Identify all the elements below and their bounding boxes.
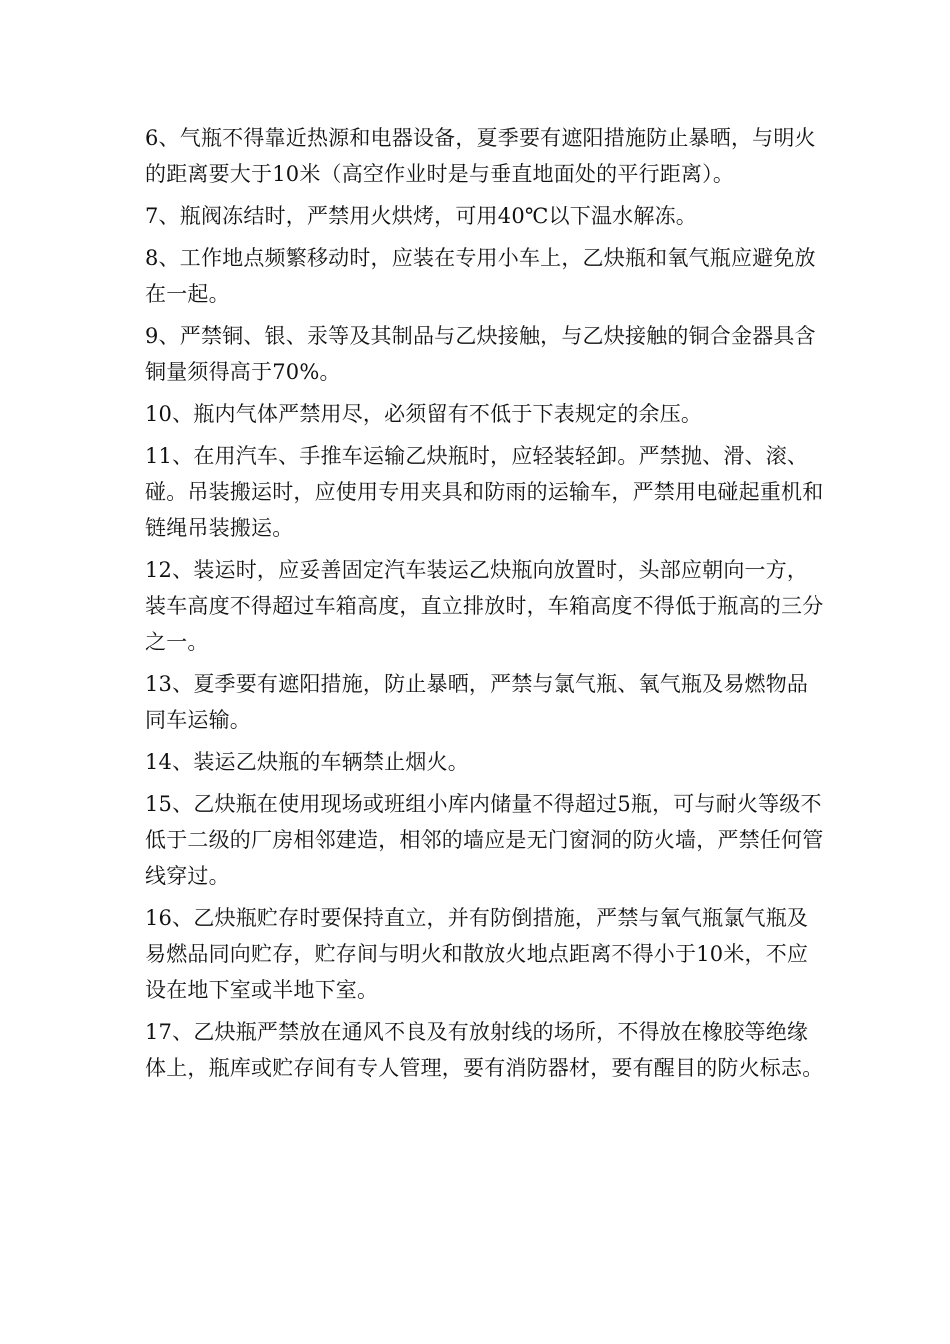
- paragraph-16: 16、乙炔瓶贮存时要保持直立，并有防倒措施，严禁与氧气瓶氯气瓶及易燃品同向贮存，贮存间与明火和散放火地点距离不得小于10米，不应设在地下室或半地下室。: [145, 906, 809, 1002]
- paragraph-9: 9、严禁铜、银、汞等及其制品与乙炔接触，与乙炔接触的铜合金器具含铜量须得高于70%。: [145, 324, 816, 384]
- paragraph-17: 17、乙炔瓶严禁放在通风不良及有放射线的场所，不得放在橡胶等绝缘体上，瓶库或贮存间有专人管理，要有消防器材，要有醒目的防火标志。: [145, 1020, 824, 1080]
- paragraph-15: 15、乙炔瓶在使用现场或班组小库内储量不得超过5瓶，可与耐火等级不低于二级的厂房相邻建造，相邻的墙应是无门窗洞的防火墙，严禁任何管线穿过。: [145, 792, 824, 888]
- paragraph-8: 8、工作地点频繁移动时，应装在专用小车上，乙炔瓶和氧气瓶应避免放在一起。: [145, 246, 816, 306]
- paragraph-10: 10、瓶内气体严禁用尽，必须留有不低于下表规定的余压。: [145, 402, 703, 426]
- document-body: [145, 120, 825, 1092]
- paragraph-14: 14、装运乙炔瓶的车辆禁止烟火。: [145, 750, 469, 774]
- paragraph-7: 7、瓶阀冻结时，严禁用火烘烤，可用40℃以下温水解冻。: [145, 204, 697, 228]
- paragraph-12: 12、装运时，应妥善固定汽车装运乙炔瓶向放置时，头部应朝向一方，装车高度不得超过车箱高度，直立排放时，车箱高度不得低于瓶高的三分之一。: [145, 558, 824, 654]
- paragraph-6: 6、气瓶不得靠近热源和电器设备，夏季要有遮阳措施防止暴晒，与明火的距离要大于10米（高空作业时是与垂直地面处的平行距离）。: [145, 126, 816, 186]
- paragraph-11: 11、在用汽车、手推车运输乙炔瓶时，应轻装轻卸。严禁抛、滑、滚、碰。吊装搬运时，应使用专用夹具和防雨的运输车，严禁用电碰起重机和链绳吊装搬运。: [145, 444, 824, 540]
- paragraph-13: 13、夏季要有遮阳措施，防止暴晒，严禁与氯气瓶、氧气瓶及易燃物品同车运输。: [145, 672, 809, 732]
